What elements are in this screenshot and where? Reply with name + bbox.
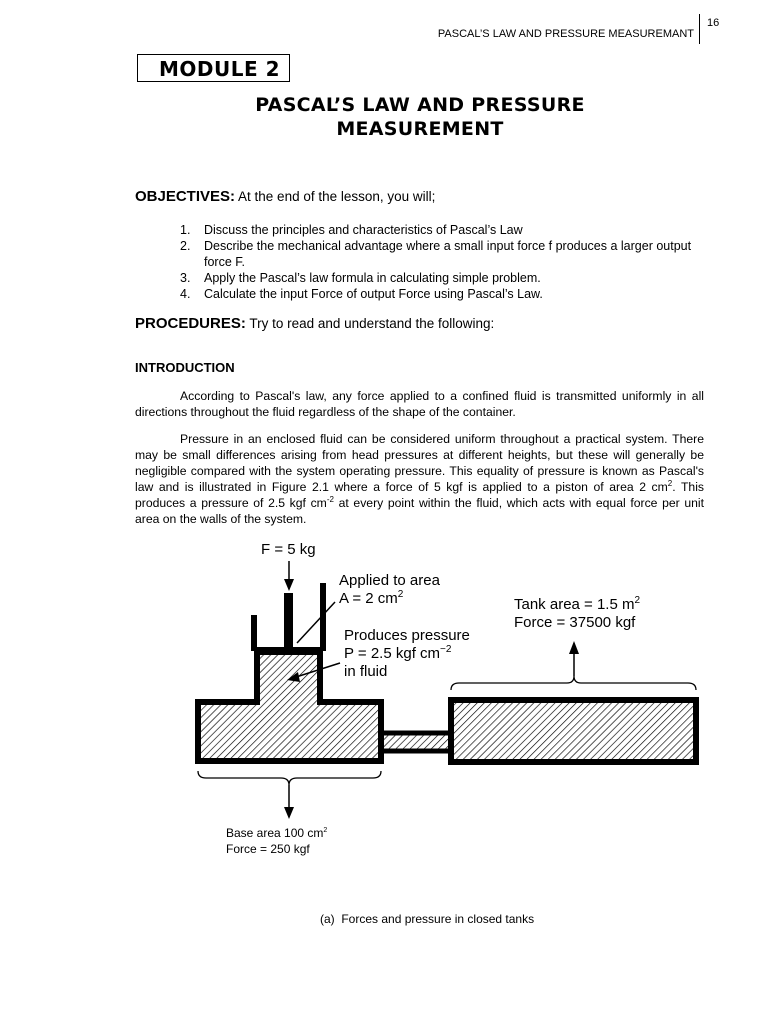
objective-item: 3. Apply the Pascal’s law formula in calculating simple problem. (180, 271, 541, 285)
page-title (180, 93, 660, 141)
figure-caption (320, 912, 534, 926)
area-pointer (297, 602, 335, 643)
right-tank (451, 700, 696, 762)
connecting-pipe (381, 733, 451, 751)
tank-bracket (451, 676, 696, 690)
objectives-list (180, 222, 710, 302)
pressure-label: Produces pressure P = 2.5 kgf $cm^{-2}$ in fluid (344, 627, 470, 680)
caption-text: Forces and pressure in closed tanks (341, 912, 535, 926)
objective-item: 2. Describe the mechanical advantage where a small input force f produces a larger output force F. (180, 239, 692, 269)
base-force-arrowhead (284, 807, 294, 819)
intro-paragraph-2: Pressure in an enclosed fluid can be considered uniform throughout a practical system. There may be small differences arising from head pressures at different heights, but these will generally be negligible compared with the system operating pressure. This equality of pressure is known as Pascal's law and is illustrated in Figure 2.1 where a force of 5 kgf is applied to a piston of area 2 $cm^2$. This produces a pressure of 2.5 kgf $cm^{-2}$ at every point within the fluid, which acts with equal force per unit area on the walls of the system. (135, 432, 705, 526)
piston-rod (284, 593, 293, 648)
intro-paragraph-1: According to Pascal's law, any force applied to a confined fluid is transmitted uniformly in all directions throughout the fluid regardless of the shape of the container. (135, 389, 704, 419)
title-line-2: MEASUREMENT (336, 118, 504, 140)
objective-item: 4. Calculate the input Force of output Force using Pascal’s Law. (180, 287, 543, 301)
piston-head (257, 647, 320, 655)
objectives-lead: At the end of the lesson, you will; (235, 189, 436, 204)
module-label: MODULE 2 (137, 54, 290, 82)
tank-label: Tank area = 1.5 $m^2$ Force = 37500 kgf (514, 595, 641, 631)
pascal-diagram (185, 535, 705, 865)
page-number: 16 (707, 17, 720, 29)
input-force-label: F = 5 kg (261, 541, 316, 558)
base-bracket (198, 771, 381, 785)
header-divider (699, 14, 700, 44)
base-label: Base area 100 $cm^2$ Force = 250 kgf (226, 826, 328, 856)
procedures-intro (135, 315, 494, 332)
input-force-arrowhead (284, 579, 294, 591)
objectives-heading: OBJECTIVES: (135, 188, 236, 205)
applied-area-label: Applied to area A = 2 $cm^2$ (339, 572, 440, 607)
procedures-lead: Try to read and understand the following: (245, 316, 495, 331)
objectives-intro (135, 188, 435, 205)
title-line-1: PASCAL’S LAW AND PRESSURE (255, 94, 585, 116)
procedures-heading: PROCEDURES: (135, 315, 246, 332)
tank-force-arrowhead (569, 641, 579, 654)
introduction-heading: INTRODUCTION (135, 360, 235, 375)
running-header: PASCAL’S LAW AND PRESSURE MEASUREMANT (437, 28, 694, 40)
pascal-figure (185, 535, 705, 865)
caption-marker: (a) (320, 912, 335, 926)
objective-item: 1. Discuss the principles and characteristics of Pascal’s Law (180, 223, 523, 237)
